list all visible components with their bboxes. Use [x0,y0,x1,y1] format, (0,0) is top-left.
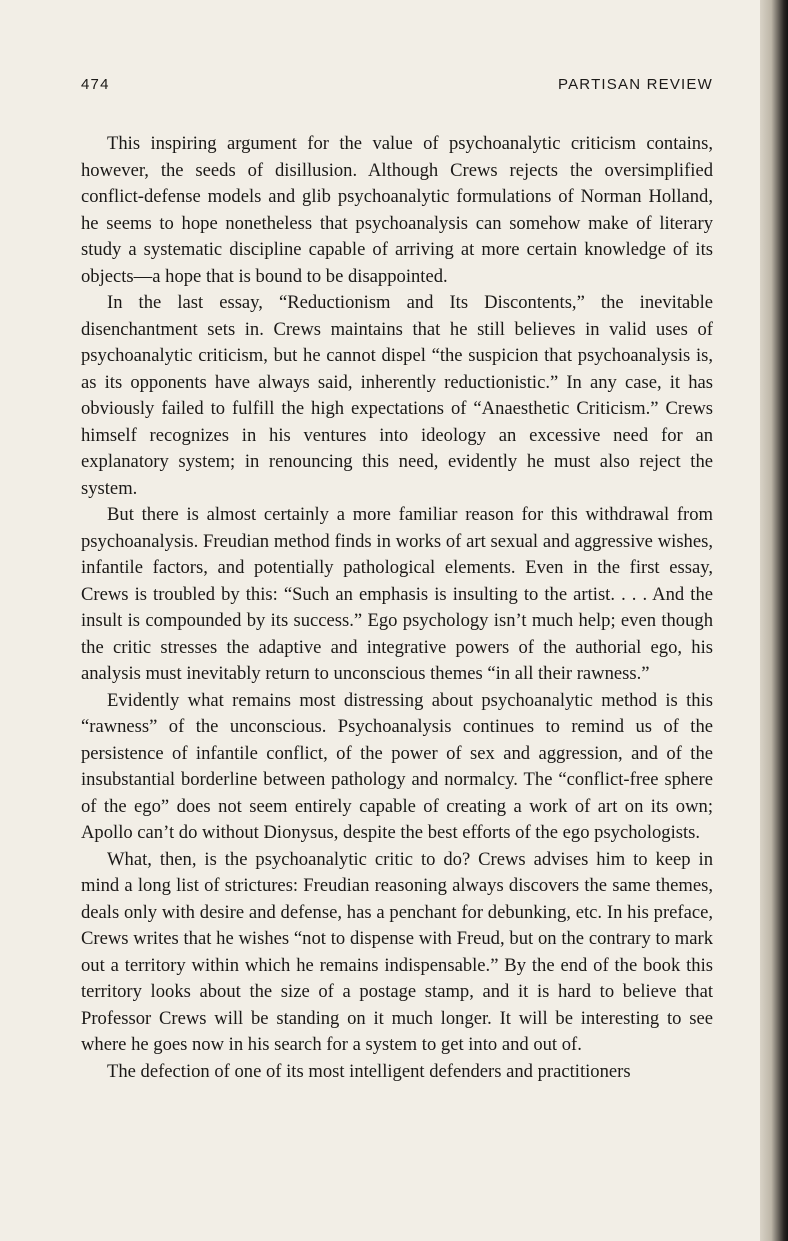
paragraph: The defection of one of its most intelligent defenders and practitioners [107,1060,631,1082]
paragraph: This inspiring argument for the value of psychoanalytic criticism contains, however, the seeds of disillusion. Although Crews rejects the oversimplified conflict-defense models and glib psychoanalytic formulations of Norman Holland, he seems to hope nonetheless that psychoanalysis can somehow make of literary study a systematic discipline capable of arriving at more certain knowledge of its objects—a hope that is bound to be disappointed. [81,133,713,287]
paragraph: But there is almost certainly a more familiar reason for this withdrawal from psychoanalysis. Freudian method finds in works of art sexual and aggressive wishes, infantile factors, and potentially pathological elements. Even in the first essay, Crews is troubled by this: “Such an emphasis is insulting to the artist. . . . And the insult is compounded by its success.” Ego psychology isn’t much help; even though the critic stresses the adaptive and integrative powers of the authorial ego, his analysis must inevitably return to unconscious themes “in all their rawness.” [81,504,713,684]
page-number: 474 [81,76,110,93]
paragraph: Evidently what remains most distressing about psychoanalytic method is this “rawness” of the unconscious. Psychoanalysis continues to remind us of the persistence of infantile conflict, of the power of sex and aggression, and of the insubstantial borderline between pathology and normalcy. The “conflict-free sphere of the ego” does not seem entirely capable of creating a work of art on its own; Apollo can’t do without Dionysus, despite the best efforts of the ego psychologists. [81,689,713,843]
paragraph: In the last essay, “Reductionism and Its Discontents,” the inevitable disenchantment sets in. Crews maintains that he still believes in valid uses of psychoanalytic criticism, but he cannot dispel “the suspicion that psychoanalysis is, as its opponents have always said, inherently reductionistic.” In any case, it has obviously failed to fulfill the high expectations of “Anaesthetic Criticism.” Crews himself recognizes in his ventures into ideology an excessive need for an explanatory system; in renouncing this need, evidently he must also reject the system. [81,292,713,499]
paragraph: What, then, is the psychoanalytic critic to do? Crews advises him to keep in mind a long list of strictures: Freudian reasoning always discovers the same themes, deals only with desire and defense, has a penchant for debunking, etc. In his preface, Crews writes that he wishes “not to dispense with Freud, but on the contrary to mark out a territory within which he remains indispensable.” By the end of the book this territory looks about the size of a postage stamp, and it is hard to believe that Professor Crews will be standing on it much longer. It will be interesting to see where he goes now in his search for a system to get into and out of. [81,848,713,1055]
running-head [81,76,713,98]
page-edge-shadow [760,0,788,1241]
body-text [81,131,713,1085]
journal-title: PARTISAN REVIEW [558,76,713,93]
